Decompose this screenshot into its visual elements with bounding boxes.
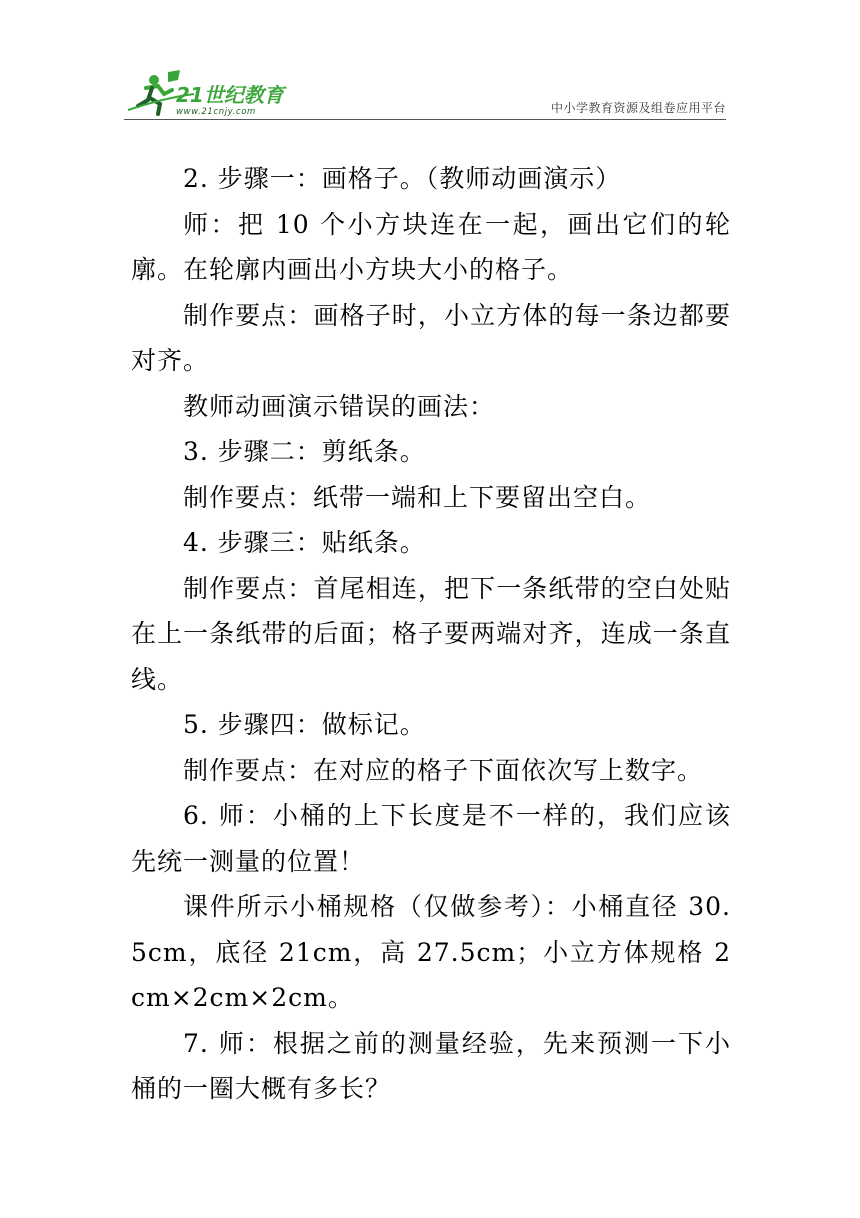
page-header — [0, 0, 860, 125]
logo-url-text: www.21cnjy.com — [176, 107, 256, 117]
paragraph-teacher-bucket: 6. 师：小桶的上下长度是不一样的，我们应该先统一测量的位置！ — [131, 801, 731, 876]
paragraph-key-point-margin: 制作要点：纸带一端和上下要留出空白。 — [183, 482, 652, 512]
paragraph-key-point-numbers: 制作要点：在对应的格子下面依次写上数字。 — [183, 755, 704, 785]
document-body — [131, 156, 731, 1112]
paragraph-step-two: 3. 步骤二：剪纸条。 — [183, 437, 426, 466]
paragraph-bucket-specs: 课件所示小桶规格（仅做参考）：小桶直径 30.5cm，底径 21cm，高 27.5cm；小立方体规格 2cm×2cm×2cm。 — [131, 892, 731, 1012]
paragraph-step-four: 5. 步骤四：做标记。 — [183, 710, 426, 739]
paragraph-wrong-method: 教师动画演示错误的画法： — [183, 391, 496, 421]
paragraph-key-point-grid: 制作要点：画格子时，小立方体的每一条边都要对齐。 — [131, 300, 731, 375]
header-divider — [124, 119, 726, 120]
paragraph-key-point-join: 制作要点：首尾相连，把下一条纸带的空白处贴在上一条纸带的后面；格子要两端对齐，连成一条直线。 — [131, 573, 731, 694]
paragraph-teacher-predict: 7. 师：根据之前的测量经验，先来预测一下小桶的一圈大概有多长？ — [131, 1028, 731, 1103]
paragraph-teacher-outline: 师：把 10 个小方块连在一起，画出它们的轮廓。在轮廓内画出小方块大小的格子。 — [131, 209, 731, 284]
logo-text: 21世纪教育 — [176, 83, 284, 107]
header-tagline: 中小学教育资源及组卷应用平台 — [550, 101, 726, 115]
paragraph-step-one: 2. 步骤一：画格子。（教师动画演示） — [183, 164, 622, 193]
paragraph-step-three: 4. 步骤三：贴纸条。 — [183, 528, 426, 557]
logo-21cnjy-icon — [124, 68, 304, 120]
